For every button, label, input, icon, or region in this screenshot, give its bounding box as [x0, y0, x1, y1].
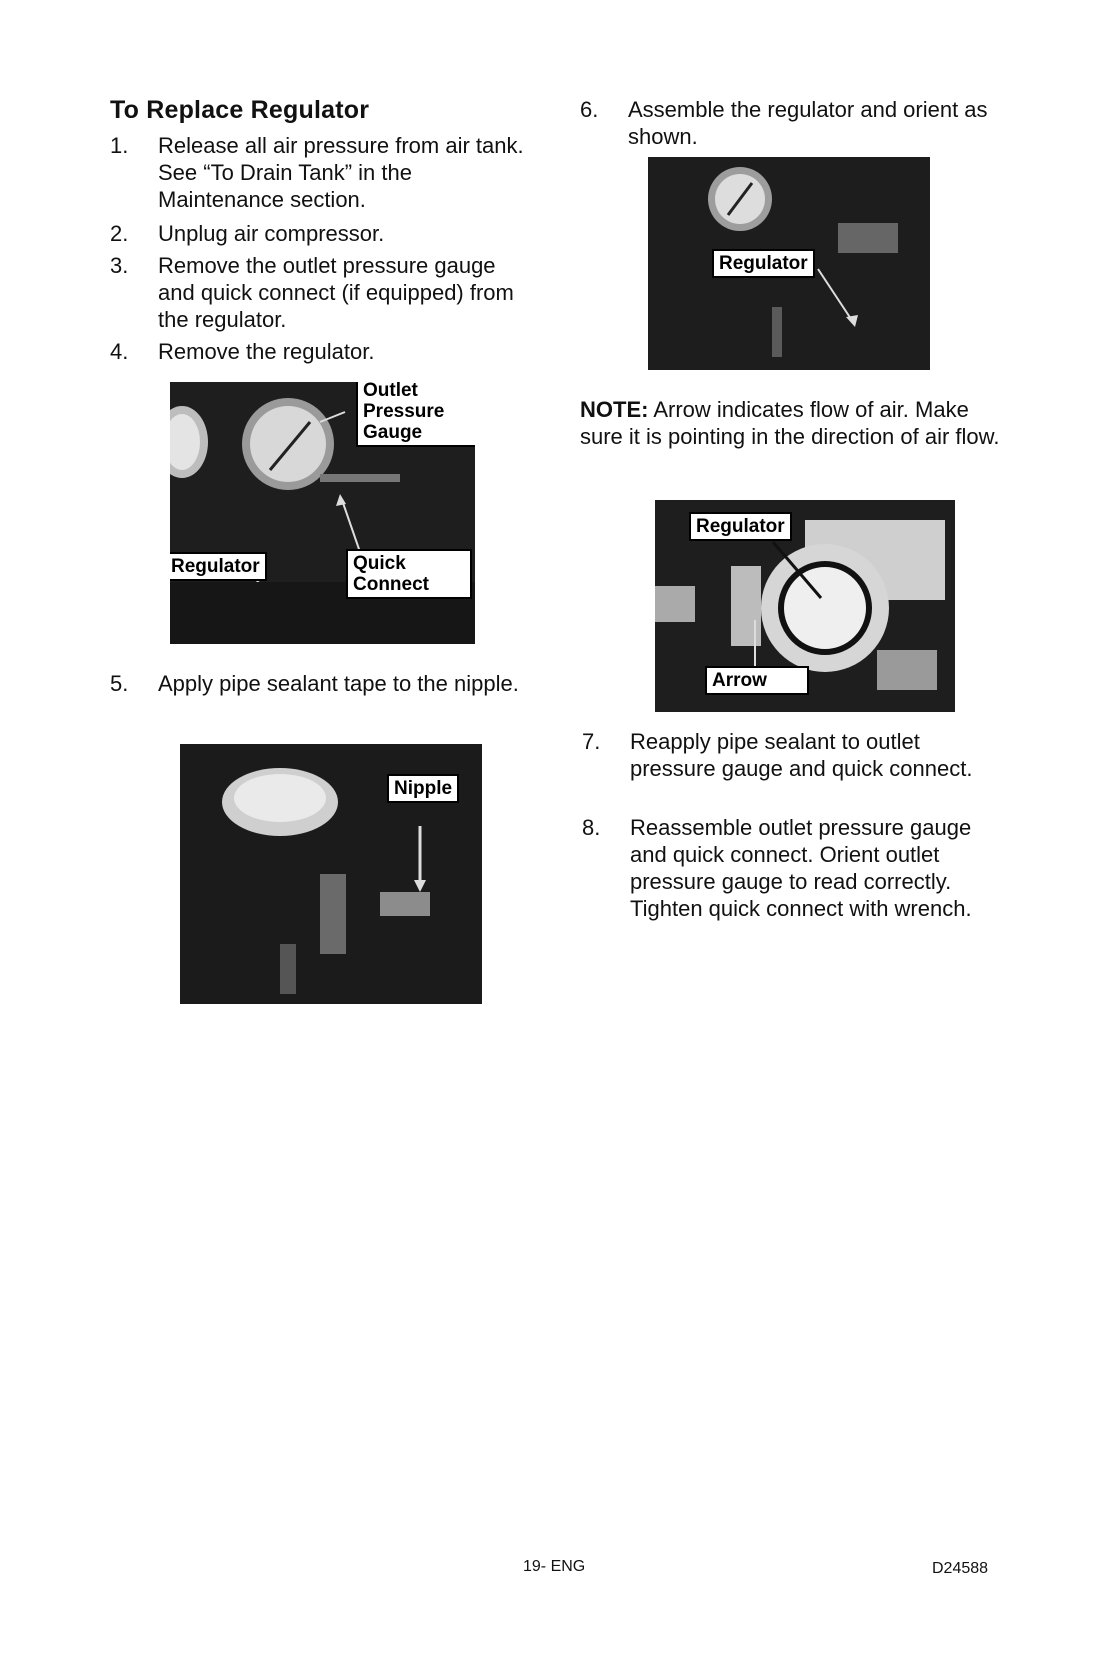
callout-regulator: Regulator	[712, 249, 815, 278]
callout-text: Connect	[353, 574, 429, 595]
step-number: 7.	[582, 729, 601, 754]
page-number: 19- ENG	[523, 1558, 586, 1575]
step-text: Unplug air compressor.	[158, 221, 385, 246]
note-label: NOTE:	[580, 397, 649, 422]
photo-regulator-assembly	[170, 382, 475, 644]
step-number: 4.	[110, 339, 129, 364]
step-number: 8.	[582, 815, 601, 840]
step-text: Remove the regulator.	[158, 339, 375, 364]
callout-arrow: Arrow	[705, 666, 809, 695]
note-text: Arrow indicates flow of air. Make sure it is pointing in the direction of air flow.	[580, 397, 1000, 449]
callout-regulator: Regulator	[170, 552, 267, 581]
section-heading: To Replace Regulator	[110, 96, 370, 124]
callout-text: Pressure	[363, 401, 445, 422]
photo-regulator-orientation	[648, 157, 930, 370]
step-text: Apply pipe sealant tape to the nipple.	[158, 671, 519, 696]
callout-outlet-pressure-gauge	[356, 382, 475, 447]
callout-quick-connect	[346, 549, 472, 599]
step-text: Reassemble outlet pressure gauge and quick connect. Orient outlet pressure gauge to read correctly. Tighten quick connect with wrench.	[630, 815, 972, 921]
document-code: D24588	[932, 1560, 989, 1577]
step-number: 3.	[110, 253, 129, 278]
step-text: Reapply pipe sealant to outlet pressure gauge and quick connect.	[630, 729, 973, 781]
step-number: 2.	[110, 221, 129, 246]
callout-text: Quick	[353, 553, 406, 574]
callout-regulator: Regulator	[689, 512, 792, 541]
photo-nipple	[180, 744, 482, 1004]
note	[580, 396, 1000, 450]
step-text: Remove the outlet pressure gauge and quick connect (if equipped) from the regulator.	[158, 253, 514, 332]
photo-air-flow-arrow	[655, 500, 955, 712]
callout-nipple: Nipple	[387, 774, 459, 803]
step-number: 5.	[110, 671, 129, 696]
step-text: Assemble the regulator and orient as shown.	[628, 97, 988, 149]
step-number: 1.	[110, 133, 129, 158]
step-number: 6.	[580, 97, 599, 122]
callout-text: Outlet	[363, 382, 418, 401]
step-text: Release all air pressure from air tank. See “To Drain Tank” in the Maintenance section.	[158, 133, 524, 212]
callout-text: Gauge	[363, 422, 423, 443]
